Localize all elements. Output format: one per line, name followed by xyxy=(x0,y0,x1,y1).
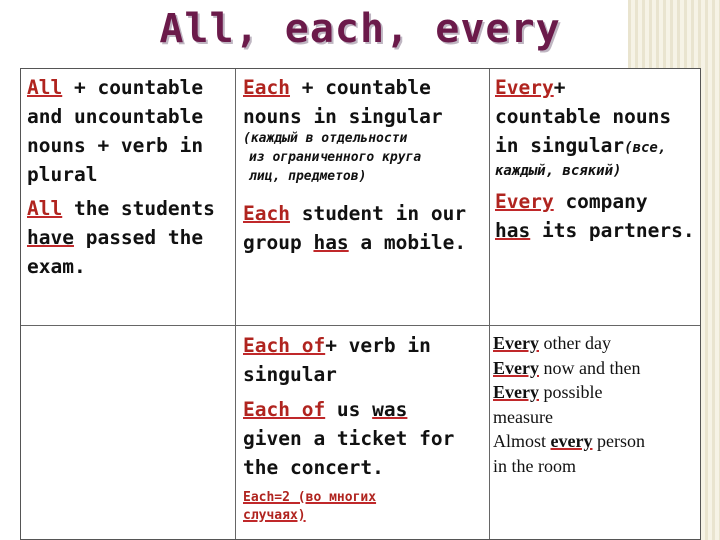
all-example-line: All the students xyxy=(27,197,215,220)
keyword-all: All xyxy=(27,76,63,99)
each-example-line: group has a mobile. xyxy=(243,231,467,254)
each-example-line: Each student in our xyxy=(243,202,467,225)
each-gloss: (каждый в отдельности из ограниченного круга лиц, предметов) xyxy=(243,131,422,184)
each-example xyxy=(243,199,466,257)
all-example-line: exam. xyxy=(27,255,86,278)
all-rule-line: and uncountable xyxy=(27,105,204,128)
keyword-every: Every xyxy=(495,190,554,213)
keyword-each-of: Each of xyxy=(243,334,326,357)
each-rule-cell xyxy=(243,73,443,131)
all-example-line: have passed the xyxy=(27,226,204,249)
keyword-has: has xyxy=(495,219,531,242)
every-rule-cell: Every+ countable nouns in singular(все, xyxy=(495,76,672,157)
keyword-have: have xyxy=(27,226,74,249)
every-gloss: каждый, всякий) xyxy=(495,163,622,179)
each-rule-line: Each + countable xyxy=(243,76,431,99)
each-note: Each=2 (во многих случаях) xyxy=(243,490,377,523)
keyword-each-of: Each of xyxy=(243,398,326,421)
column-divider xyxy=(489,69,490,539)
each-of-cell: Each of+ verb in singular Each of us was given a ticket for the concert. xyxy=(243,334,455,479)
keyword-every: Every xyxy=(495,76,554,99)
all-rule-line: nouns + verb in xyxy=(27,134,204,157)
all-rule-line: plural xyxy=(27,163,98,186)
page-title: All, each, every xyxy=(159,6,561,52)
keyword-each: Each xyxy=(243,202,290,225)
keyword-has: has xyxy=(313,231,349,254)
keyword-all: All xyxy=(27,197,63,220)
every-example: Every company has its partners. xyxy=(495,190,695,242)
comparison-table xyxy=(20,68,701,540)
all-rule-line: All + countable xyxy=(27,76,204,99)
keyword-each: Each xyxy=(243,76,290,99)
all-rule-cell xyxy=(27,73,215,281)
each-rule-line: nouns in singular xyxy=(243,105,443,128)
every-phrases-cell: Every other day Every now and then Every possible measure Almost every person in the room xyxy=(493,333,645,476)
row-divider xyxy=(21,325,700,326)
column-divider xyxy=(235,69,236,539)
keyword-was: was xyxy=(372,398,408,421)
